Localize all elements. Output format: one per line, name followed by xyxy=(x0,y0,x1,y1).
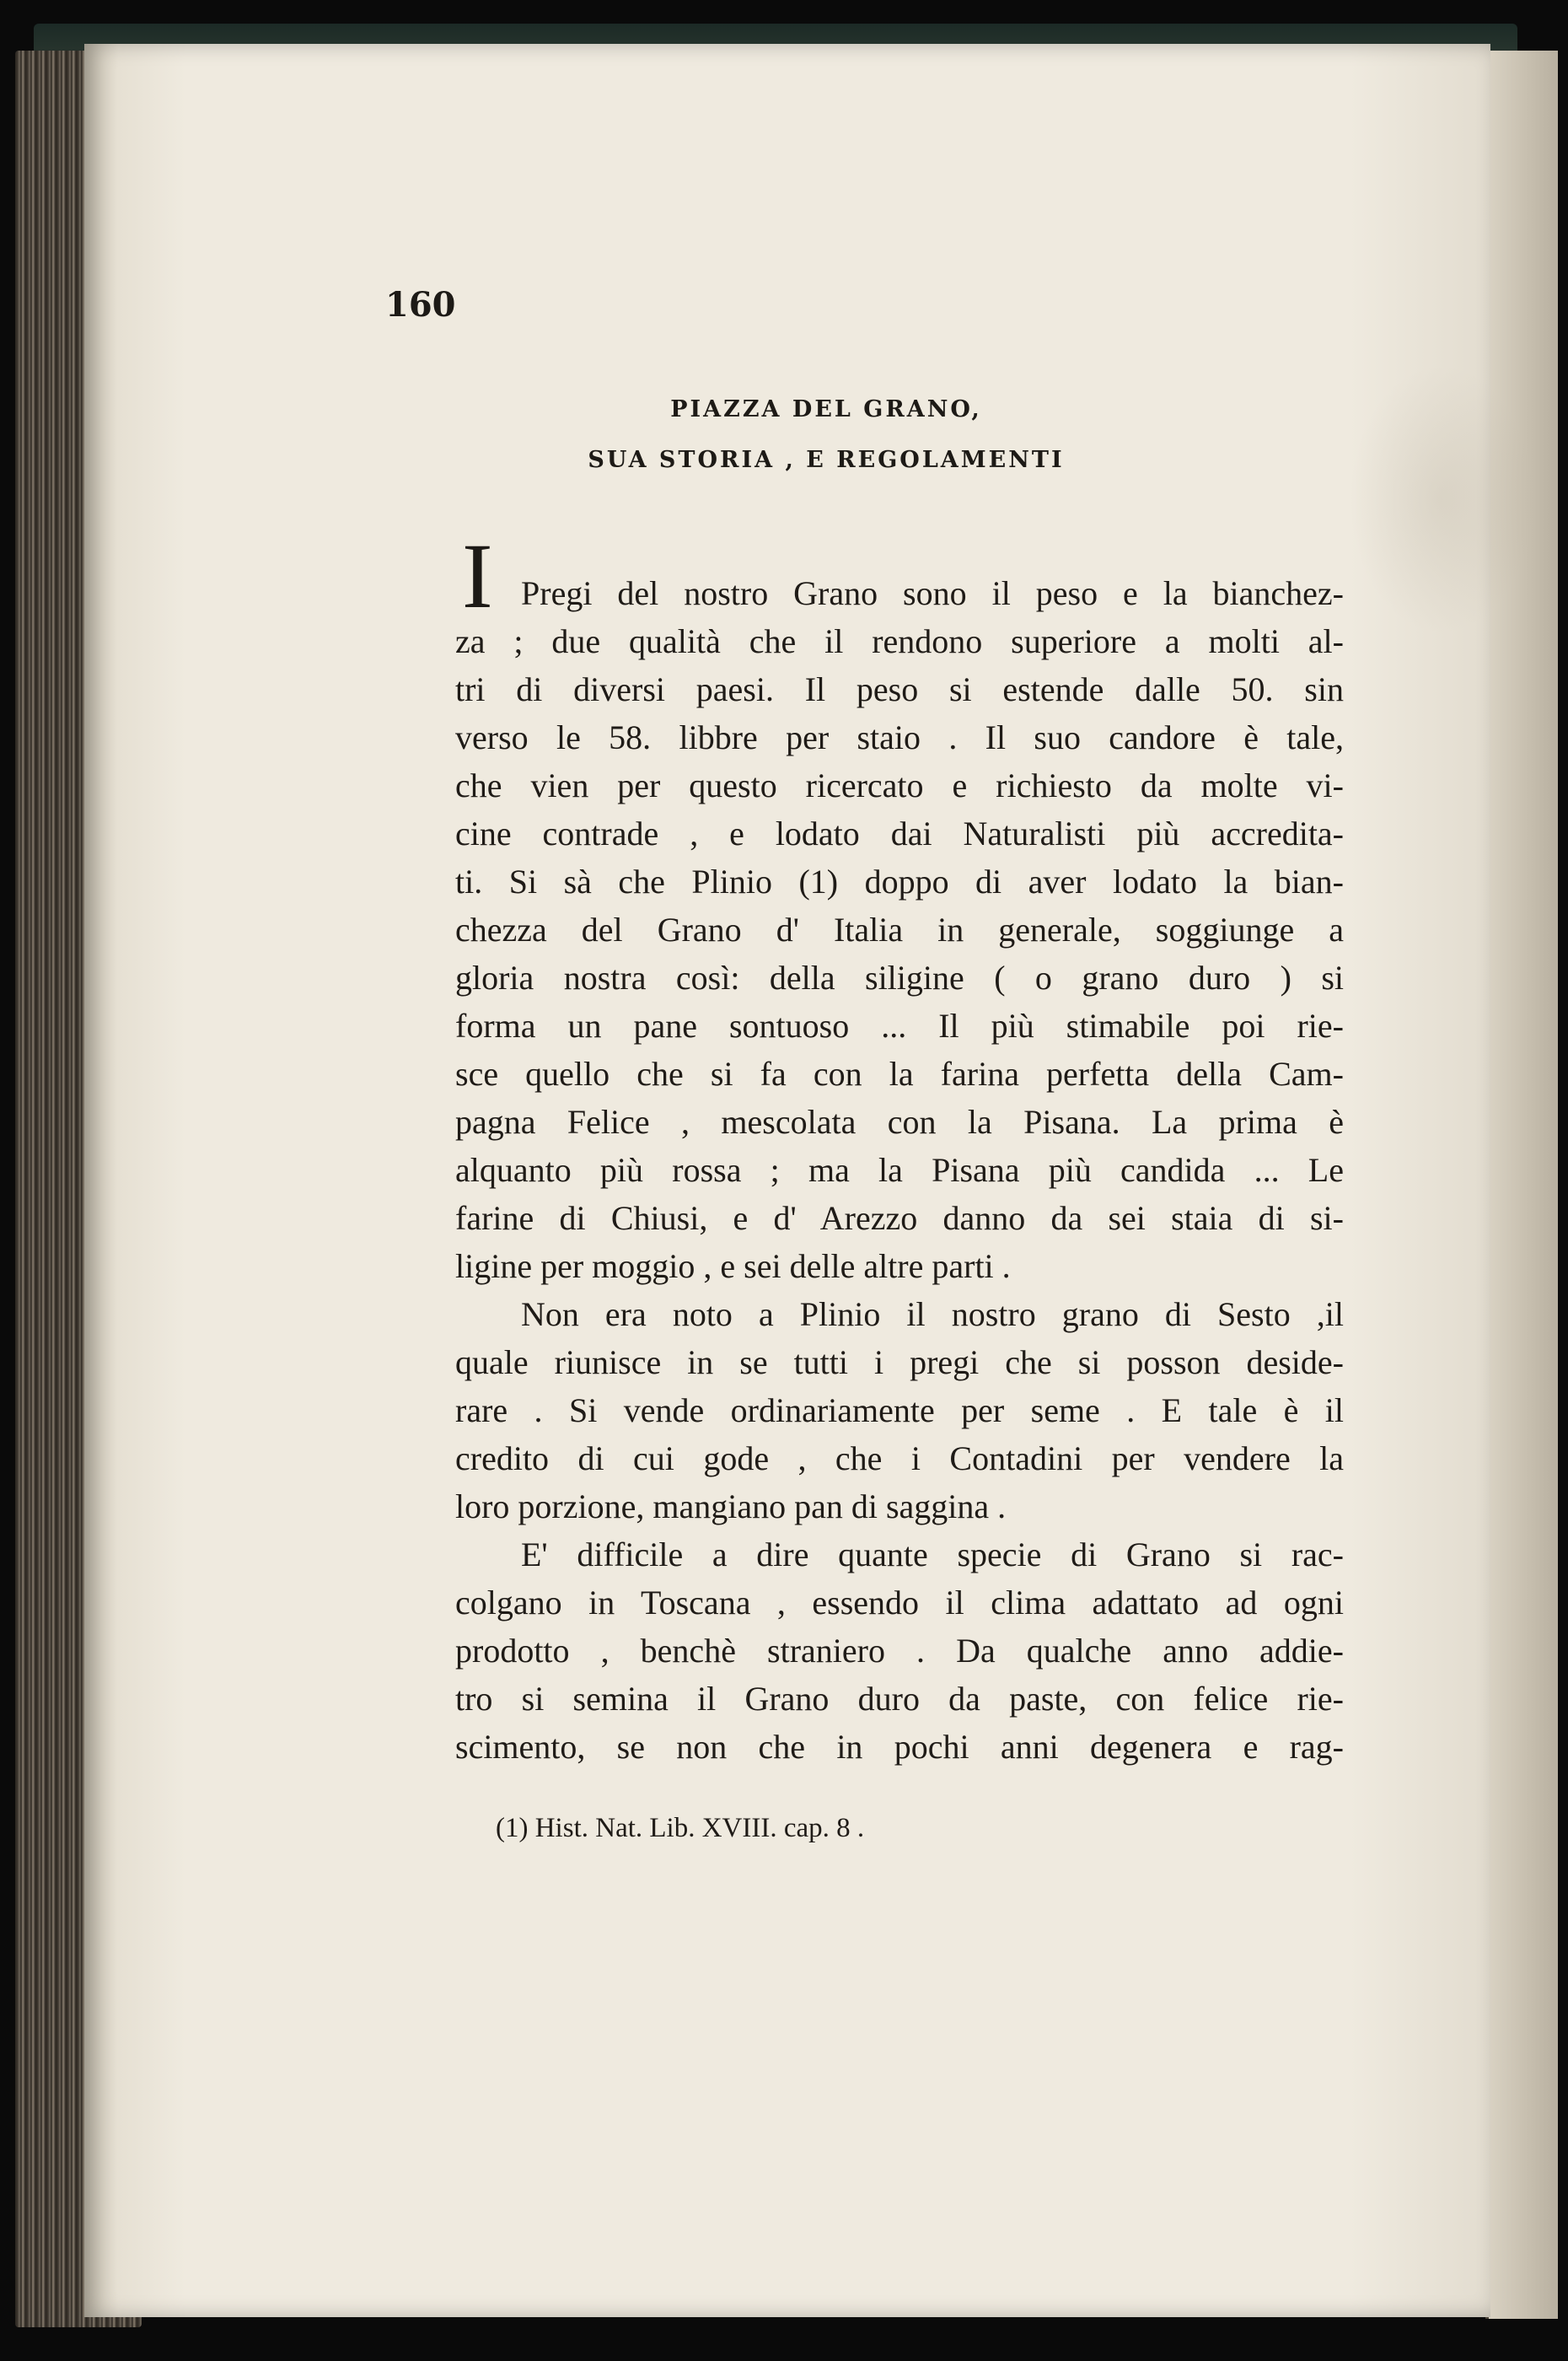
text-line: farine di Chiusi, e d' Arezzo danno da sei staia di si- xyxy=(455,1199,1344,1237)
bleed-through-shadow xyxy=(1349,364,1534,634)
page-number: 160 xyxy=(385,285,456,325)
text-line: chezza del Grano d' Italia in generale, soggiunge a xyxy=(455,911,1344,949)
text-line: tro si semina il Grano duro da paste, con felice rie- xyxy=(455,1680,1344,1718)
text-line: za ; due qualità che il rendono superiore a molti al- xyxy=(455,622,1344,660)
text-line: gloria nostra così: della siligine ( o grano duro ) si xyxy=(455,959,1344,997)
text-line: pagna Felice , mescolata con la Pisana. La prima è xyxy=(455,1103,1344,1141)
text-line: Non era noto a Plinio il nostro grano di Sesto ,il xyxy=(521,1295,1344,1333)
text-line: quale riunisce in se tutti i pregi che si posson deside- xyxy=(455,1343,1344,1381)
text-line: ti. Si sà che Plinio (1) doppo di aver lodato la bian- xyxy=(455,863,1344,901)
text-line: cine contrade , e lodato dai Naturalisti più accredita- xyxy=(455,815,1344,852)
drop-cap: I xyxy=(462,524,493,627)
chapter-subheading: SUA STORIA , E REGOLAMENTI xyxy=(588,447,1065,473)
text-line: scimento, se non che in pochi anni degenera e rag- xyxy=(455,1728,1344,1766)
text-line: forma un pane sontuoso ... Il più stimabile poi rie- xyxy=(455,1007,1344,1045)
footnote: (1) Hist. Nat. Lib. XVIII. cap. 8 . xyxy=(496,1813,865,1843)
text-line: rare . Si vende ordinariamente per seme . E tale è il xyxy=(455,1391,1344,1429)
text-line: E' difficile a dire quante specie di Grano si rac- xyxy=(521,1535,1344,1573)
text-line: alquanto più rossa ; ma la Pisana più candida ... Le xyxy=(455,1151,1344,1189)
text-line: sce quello che si fa con la farina perfetta della Cam- xyxy=(455,1055,1344,1093)
text-line: Pregi del nostro Grano sono il peso e la bianchez- xyxy=(521,574,1344,612)
text-line: verso le 58. libbre per staio . Il suo candore è tale, xyxy=(455,718,1344,756)
text-line: prodotto , benchè straniero . Da qualche anno addie- xyxy=(455,1632,1344,1670)
text-line: ligine per moggio , e sei delle altre parti . xyxy=(455,1247,1011,1285)
text-line: loro porzione, mangiano pan di saggina . xyxy=(455,1487,1007,1525)
chapter-heading: PIAZZA DEL GRANO, xyxy=(670,396,982,422)
text-line: che vien per questo ricercato e richiesto da molte vi- xyxy=(455,766,1344,804)
text-line: tri di diversi paesi. Il peso si estende dalle 50. sin xyxy=(455,670,1344,708)
text-line: credito di cui gode , che i Contadini per vendere la xyxy=(455,1439,1344,1477)
text-line: colgano in Toscana , essendo il clima adattato ad ogni xyxy=(455,1584,1344,1622)
